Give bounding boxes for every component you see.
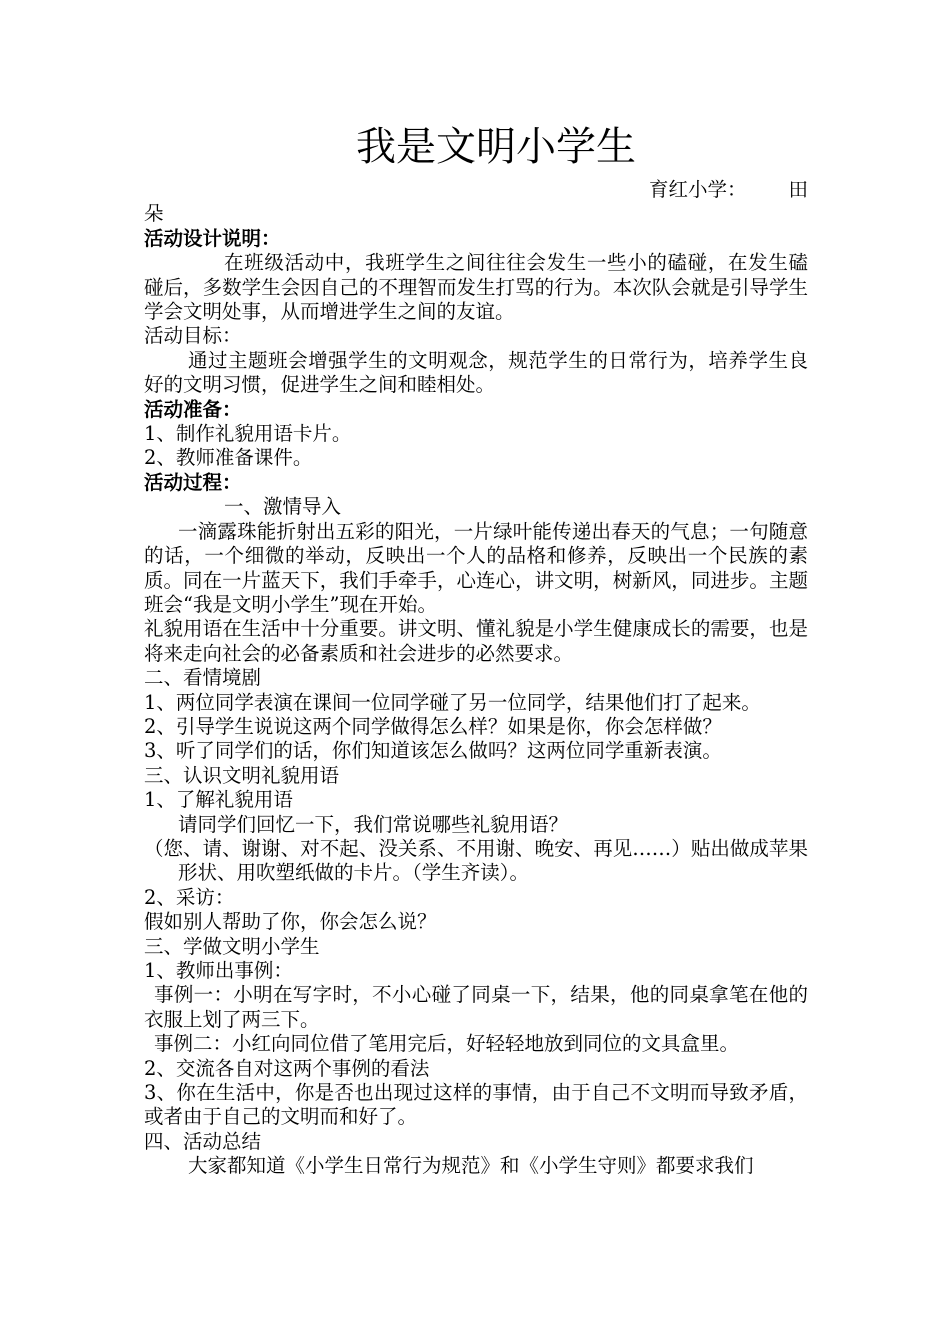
author-given-name: 朵 xyxy=(144,202,164,226)
section-3-item-1: 1、了解礼貌用语 xyxy=(144,788,293,812)
section-2-item-3: 3、听了同学们的话，你们知道该怎么做吗？这两位同学重新表演。 xyxy=(144,739,722,763)
prep-heading: 活动准备： xyxy=(144,397,242,421)
section-3-question: 请同学们回忆一下，我们常说哪些礼貌用语？ xyxy=(178,812,569,836)
section-3-list: （您、请、谢谢、对不起、没关系、不用谢、晚安、再见……）贴出做成苹果形状、用吹塑纸做的卡片。（学生齐读）。 xyxy=(144,836,808,885)
section-5-title: 四、活动总结 xyxy=(144,1129,262,1153)
section-4-item-2: 2、交流各自对这两个事例的看法 xyxy=(144,1056,430,1080)
section-3-item-2: 2、采访： xyxy=(144,885,235,909)
section-1-title: 一、激情导入 xyxy=(224,495,342,519)
school-name: 育红小学： xyxy=(648,178,747,201)
section-1-paragraph-2: 礼貌用语在生活中十分重要。讲文明、懂礼貌是小学生健康成长的需要，也是将来走向社会的必备素质和社会进步的必然要求。 xyxy=(144,617,808,665)
section-4-example-1: 事例一：小明在写字时，不小心碰了同桌一下，结果，他的同桌拿笔在他的衣服上划了两三下。 xyxy=(144,983,808,1031)
section-3-interview-question: 假如别人帮助了你，你会怎么说？ xyxy=(144,910,437,934)
goal-paragraph: 通过主题班会增强学生的文明观念，规范学生的日常行为，培养学生良好的文明习惯，促进学生之间和睦相处。 xyxy=(144,348,808,397)
design-heading: 活动设计说明： xyxy=(144,226,281,250)
prep-item-1: 1、制作礼貌用语卡片。 xyxy=(144,422,352,446)
section-5-paragraph: 大家都知道《小学生日常行为规范》和《小学生守则》都要求我们 xyxy=(188,1154,754,1178)
section-4-item-1: 1、教师出事例： xyxy=(144,959,293,982)
section-2-item-2: 2、引导学生说说这两个同学做得怎么样？如果是你，你会怎样做？ xyxy=(144,714,722,738)
section-2-title: 二、看情境剧 xyxy=(144,666,262,690)
section-4-item-3: 3、你在生活中，你是否也出现过这样的事情，由于自己不文明而导致矛盾，或者由于自己的文明而和好了。 xyxy=(144,1081,808,1129)
prep-item-2: 2、教师准备课件。 xyxy=(144,446,313,470)
author-surname: 田 xyxy=(788,178,808,201)
section-1-paragraph: 一滴露珠能折射出五彩的阳光，一片绿叶能传递出春天的气息；一句随意的话，一个细微的举动，反映出一个人的品格和修养，反映出一个民族的素质。同在一片蓝天下，我们手牵手，心连心，讲文明，树新风，同进步。主题班会“我是文明小学生”现在开始。 xyxy=(144,519,808,616)
section-4-title: 三、学做文明小学生 xyxy=(144,934,320,958)
design-paragraph: 在班级活动中，我班学生之间往往会发生一些小的磕碰，在发生磕碰后，多数学生会因自己的不理智而发生打骂的行为。本次队会就是引导学生学会文明处事，从而增进学生之间的友谊。 xyxy=(144,251,808,324)
section-4-example-2: 事例二：小红向同位借了笔用完后，好轻轻地放到同位的文具盒里。 xyxy=(154,1032,740,1056)
section-3-title: 三、认识文明礼貌用语 xyxy=(144,763,340,787)
goal-heading: 活动目标： xyxy=(144,324,242,348)
author-line xyxy=(144,178,808,202)
document-page xyxy=(144,120,808,1179)
document-title: 我是文明小学生 xyxy=(356,124,636,170)
section-2-item-1: 1、两位同学表演在课间一位同学碰了另一位同学，结果他们打了起来。 xyxy=(144,690,761,714)
process-heading: 活动过程： xyxy=(144,470,242,494)
